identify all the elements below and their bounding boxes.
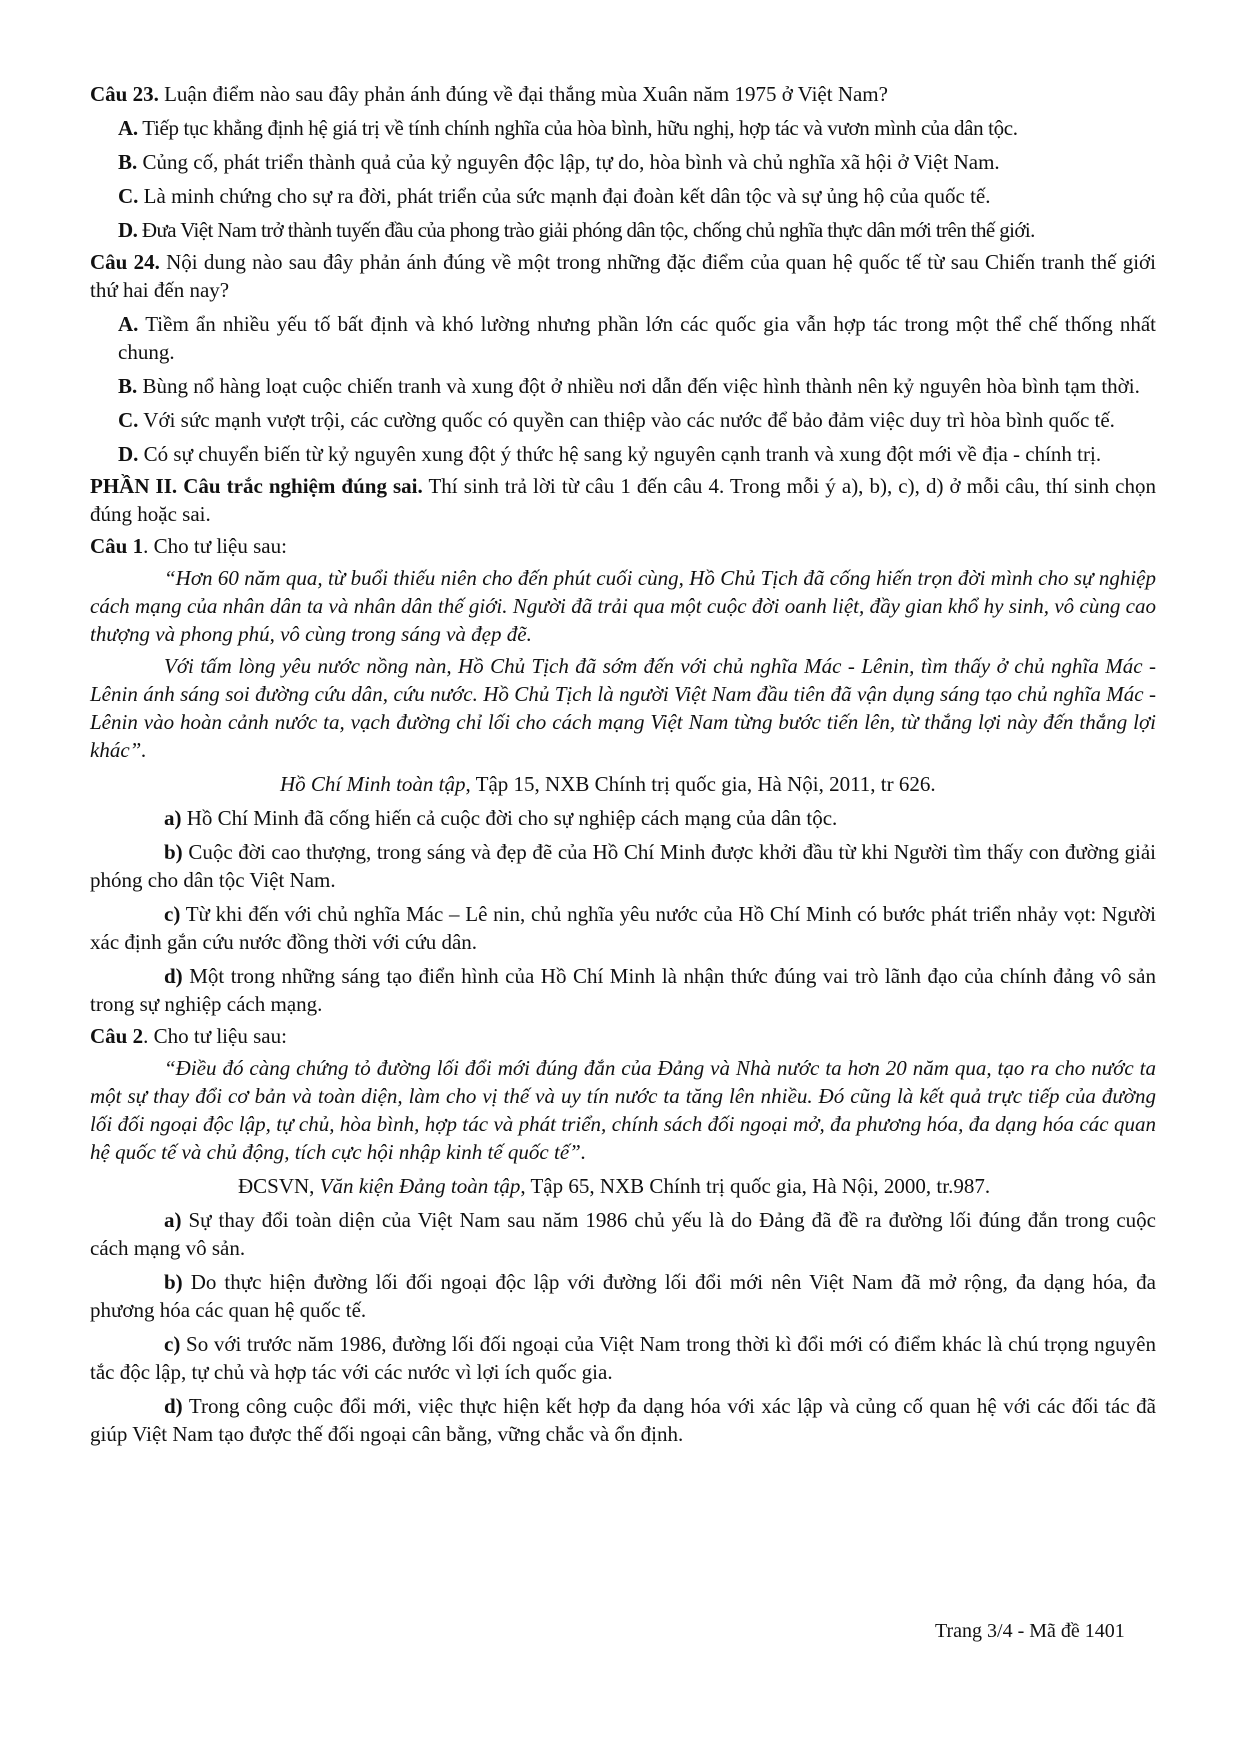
option-c (118, 182, 1156, 210)
quote-paragraph: “Điều đó càng chứng tỏ đường lối đổi mới đúng đắn của Đảng và Nhà nước ta hơn 20 năm qua, tạo ra cho nước ta một sự thay đổi cơ bản và toàn diện, làm cho vị thế và uy tín nước ta tăng lên nhiều. Đó cũng là kết quả trực tiếp của đường lối đối ngoại độc lập, tự chủ, hòa bình, hợp tác và phát triển, chính sách đối ngoại mở, đa phương hóa, đa dạng hóa các quan hệ quốc tế và chủ động, tích cực hội nhập kinh tế quốc tế”. (90, 1056, 1156, 1164)
option-b (118, 372, 1156, 400)
question-24 (90, 248, 1156, 304)
statement-label: b) (164, 1270, 183, 1294)
question-number: Câu 24. (90, 250, 160, 274)
quote-paragraph: Với tấm lòng yêu nước nồng nàn, Hồ Chủ Tịch đã sớm đến với chủ nghĩa Mác - Lênin, tìm thấy ở chủ nghĩa Mác - Lênin ánh sáng soi đường cứu dân, cứu nước. Hồ Chủ Tịch là người Việt Nam đầu tiên đã vận dụng sáng tạo chủ nghĩa Mác - Lênin vào hoàn cảnh nước ta, vạch đường chỉ lối cho cách mạng Việt Nam từng bước tiến lên, từ thắng lợi này đến thắng lợi khác”. (90, 654, 1156, 762)
statement-c (90, 1330, 1156, 1386)
option-text: Tiếp tục khẳng định hệ giá trị về tính chính nghĩa của hòa bình, hữu nghị, hợp tác và vươn mình của dân tộc. (142, 116, 1018, 140)
statement-d (90, 962, 1156, 1018)
option-a (118, 310, 1156, 366)
option-label: A. (118, 312, 139, 336)
question-number: Câu 2 (90, 1024, 144, 1048)
option-text: Có sự chuyển biến từ kỷ nguyên xung đột ý thức hệ sang kỷ nguyên cạnh tranh và xung đột mới về địa - chính trị. (143, 442, 1102, 466)
option-label: B. (118, 150, 138, 174)
option-a (118, 114, 1156, 142)
question-number: Câu 23. (90, 82, 159, 106)
option-label: C. (118, 184, 139, 208)
statement-a (90, 1206, 1156, 1262)
statement-a (90, 804, 1156, 832)
quote-paragraph: “Hơn 60 năm qua, từ buổi thiếu niên cho đến phút cuối cùng, Hồ Chủ Tịch đã cống hiến trọn đời mình cho sự nghiệp cách mạng của nhân dân ta và nhân dân thế giới. Người đã trải qua một cuộc đời oanh liệt, đầy gian khổ hy sinh, vô cùng cao thượng và phong phú, vô cùng trong sáng và đẹp đẽ. (90, 566, 1156, 646)
option-text: Là minh chứng cho sự ra đời, phát triển của sức mạnh đại đoàn kết dân tộc và sự ủng hộ của quốc tế. (143, 184, 991, 208)
statement-c (90, 900, 1156, 956)
part-title: PHẦN II. Câu trắc nghiệm đúng sai. (90, 474, 423, 498)
source-title: Văn kiện Đảng toàn tập (319, 1174, 521, 1198)
exam-page (90, 80, 1156, 1448)
option-c (118, 406, 1156, 434)
statement-label: a) (164, 806, 182, 830)
statement-label: c) (164, 902, 181, 926)
source-title: Hồ Chí Minh toàn tập (280, 772, 466, 796)
statement-label: b) (164, 840, 183, 864)
option-text: Củng cố, phát triển thành quả của kỷ nguyên độc lập, tự do, hòa bình và chủ nghĩa xã hội ở Việt Nam. (142, 150, 1000, 174)
statement-text: Một trong những sáng tạo điển hình của Hồ Chí Minh là nhận thức đúng vai trò lãnh đạo của chính đảng vô sản trong sự nghiệp cách mạng. (90, 964, 1157, 1016)
option-d (118, 440, 1156, 468)
statement-text: Cuộc đời cao thượng, trong sáng và đẹp đẽ của Hồ Chí Minh được khởi đầu từ khi Người tìm thấy con đường giải phóng cho dân tộc Việt Nam. (90, 840, 1156, 892)
page-footer: Trang 3/4 - Mã đề 1401 (935, 1620, 1125, 1642)
statement-d (90, 1392, 1156, 1448)
part-instructions: Thí sinh trả lời từ câu 1 đến câu 4. Trong mỗi ý a), b), c), d) ở mỗi câu, thí sinh chọn đúng hoặc sai. (90, 474, 1156, 526)
part-2-heading (90, 472, 1156, 528)
statement-label: c) (164, 1332, 181, 1356)
statement-text: Hồ Chí Minh đã cống hiến cả cuộc đời cho sự nghiệp cách mạng của dân tộc. (186, 806, 838, 830)
option-text: Với sức mạnh vượt trội, các cường quốc có quyền can thiệp vào các nước để bảo đảm việc duy trì hòa bình quốc tế. (143, 408, 1115, 432)
statement-text: Trong công cuộc đổi mới, việc thực hiện kết hợp đa dạng hóa với xác lập và củng cố quan hệ với các đối tác đã giúp Việt Nam tạo được thế đối ngoại cân bằng, vững chắc và ổn định. (90, 1394, 1157, 1446)
tf-question-1 (90, 532, 1156, 560)
option-text: Tiềm ẩn nhiều yếu tố bất định và khó lường nhưng phần lớn các quốc gia vẫn hợp tác trong một thể chế thống nhất chung. (118, 312, 1157, 364)
statement-label: a) (164, 1208, 182, 1232)
question-intro: . Cho tư liệu sau: (143, 534, 287, 558)
question-23 (90, 80, 1156, 108)
question-number: Câu 1 (90, 534, 144, 558)
question-intro: . Cho tư liệu sau: (143, 1024, 287, 1048)
option-label: C. (118, 408, 139, 432)
tf-question-2 (90, 1022, 1156, 1050)
statement-b (90, 1268, 1156, 1324)
option-label: A. (118, 116, 138, 140)
statement-b (90, 838, 1156, 894)
option-text: Bùng nổ hàng loạt cuộc chiến tranh và xung đột ở nhiều nơi dẫn đến việc hình thành nên kỷ nguyên hòa bình tạm thời. (142, 374, 1140, 398)
statement-text: So với trước năm 1986, đường lối đối ngoại của Việt Nam trong thời kì đổi mới có điểm khác là chú trọng nguyên tắc độc lập, tự chủ và hợp tác với các nước vì lợi ích quốc gia. (90, 1332, 1157, 1384)
option-d (118, 216, 1156, 244)
statement-text: Do thực hiện đường lối đối ngoại độc lập với đường lối đổi mới nên Việt Nam đã mở rộng, đa dạng hóa, đa phương hóa các quan hệ quốc tế. (90, 1270, 1156, 1322)
source-details: , Tập 65, NXB Chính trị quốc gia, Hà Nội, 2000, tr.987. (520, 1174, 991, 1198)
statement-label: d) (164, 1394, 183, 1418)
option-text: Đưa Việt Nam trở thành tuyến đầu của phong trào giải phóng dân tộc, chống chủ nghĩa thực dân mới trên thế giới. (141, 218, 1035, 242)
statement-text: Sự thay đổi toàn diện của Việt Nam sau năm 1986 chủ yếu là do Đảng đã đề ra đường lối đúng đắn trong cuộc cách mạng vô sản. (90, 1208, 1157, 1260)
option-label: D. (118, 442, 139, 466)
option-label: B. (118, 374, 138, 398)
question-text: Nội dung nào sau đây phản ánh đúng về một trong những đặc điểm của quan hệ quốc tế từ sau Chiến tranh thế giới thứ hai đến nay? (90, 250, 1156, 302)
source-details: , Tập 15, NXB Chính trị quốc gia, Hà Nội, 2011, tr 626. (465, 772, 936, 796)
statement-text: Từ khi đến với chủ nghĩa Mác – Lê nin, chủ nghĩa yêu nước của Hồ Chí Minh có bước phát triển nhảy vọt: Người xác định gắn cứu nước đồng thời với cứu dân. (90, 902, 1156, 954)
quote-source (90, 1172, 1156, 1200)
quote-source (90, 770, 1156, 798)
option-b (118, 148, 1156, 176)
statement-label: d) (164, 964, 183, 988)
question-text: Luận điểm nào sau đây phản ánh đúng về đại thắng mùa Xuân năm 1975 ở Việt Nam? (164, 82, 888, 106)
option-label: D. (118, 218, 138, 242)
source-author: ĐCSVN, (238, 1174, 320, 1198)
